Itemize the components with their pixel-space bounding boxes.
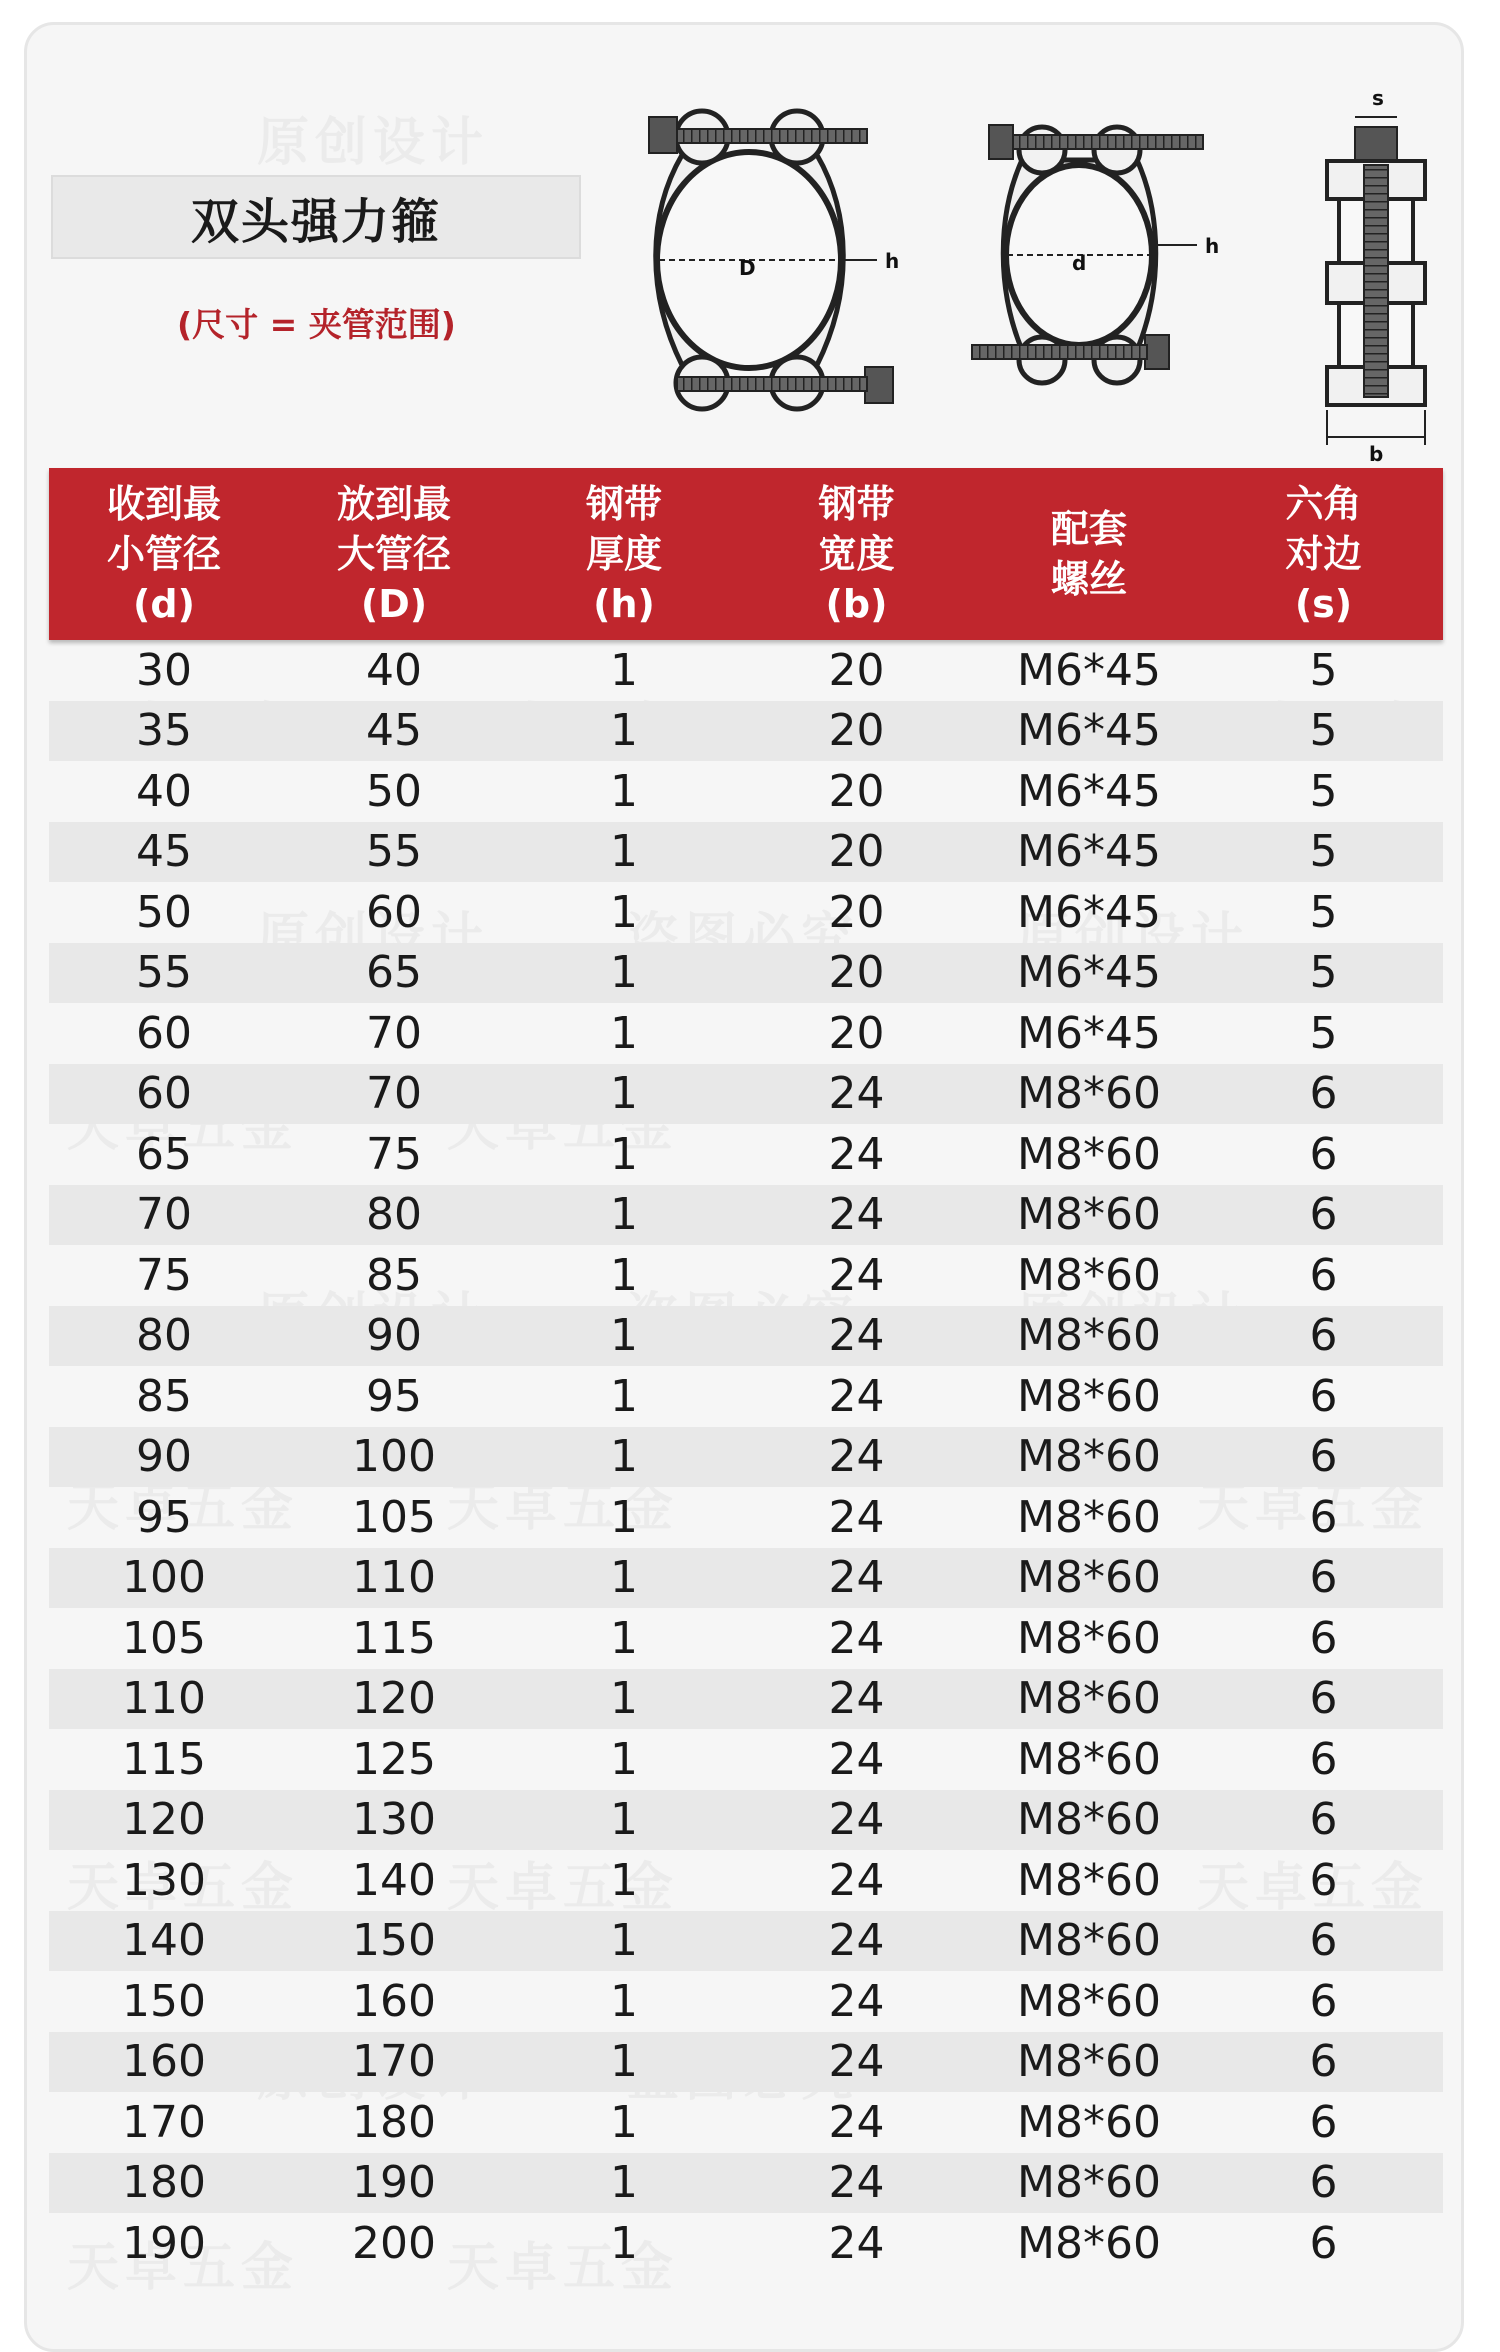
side-view-diagram — [1327, 86, 1425, 465]
cell-min-diameter: 70 — [136, 1189, 192, 1241]
cell-band-thickness: 1 — [610, 1733, 638, 1785]
cell-band-width: 20 — [828, 1007, 885, 1059]
cell-band-thickness: 1 — [610, 1915, 638, 1967]
cell-min-diameter: 50 — [136, 886, 192, 938]
table-row — [49, 1850, 1443, 1911]
cell-band-width: 24 — [828, 1794, 885, 1846]
cell-hex-size: 5 — [1309, 644, 1338, 696]
cell-band-width: 24 — [828, 1975, 885, 2027]
cell-min-diameter: 180 — [122, 2157, 206, 2209]
thickness-h-label: h — [885, 249, 900, 273]
cell-band-thickness: 1 — [610, 644, 638, 696]
cell-min-diameter: 140 — [122, 1915, 206, 1967]
cell-max-diameter: 70 — [366, 1068, 422, 1120]
cell-hex-size: 6 — [1309, 1310, 1338, 1362]
table-row — [49, 1185, 1443, 1246]
cell-band-thickness: 1 — [610, 826, 638, 878]
cell-min-diameter: 105 — [122, 1612, 206, 1664]
table-row — [49, 1548, 1443, 1609]
cell-band-thickness: 1 — [610, 1068, 638, 1120]
cell-max-diameter: 85 — [366, 1249, 422, 1301]
cell-hex-size: 6 — [1309, 1128, 1338, 1180]
cell-screw: M6*45 — [1017, 886, 1161, 938]
cell-min-diameter: 130 — [122, 1854, 206, 1906]
table-row — [49, 943, 1443, 1004]
cell-band-thickness: 1 — [610, 1673, 638, 1725]
cell-screw: M6*45 — [1017, 705, 1161, 757]
cell-min-diameter: 150 — [122, 1975, 206, 2027]
cell-max-diameter: 130 — [352, 1794, 436, 1846]
cell-band-width: 24 — [828, 1854, 885, 1906]
cell-min-diameter: 115 — [122, 1733, 206, 1785]
cell-screw: M6*45 — [1017, 765, 1161, 817]
cell-band-thickness: 1 — [610, 1794, 638, 1846]
cell-screw: M8*60 — [1017, 1249, 1161, 1301]
table-body — [49, 640, 1443, 2274]
cell-band-thickness: 1 — [610, 1007, 638, 1059]
cell-max-diameter: 100 — [352, 1431, 436, 1483]
cell-band-thickness: 1 — [610, 1310, 638, 1362]
cell-hex-size: 6 — [1309, 1854, 1338, 1906]
cell-band-width: 20 — [828, 826, 885, 878]
table-row — [49, 2092, 1443, 2153]
table-header — [49, 468, 1443, 640]
table-row — [49, 882, 1443, 943]
cell-max-diameter: 95 — [366, 1370, 422, 1422]
table-row — [49, 1790, 1443, 1851]
table-row — [49, 701, 1443, 762]
diameter-D-label: D — [739, 256, 756, 280]
spec-table — [49, 468, 1443, 2274]
cell-band-width: 24 — [828, 2217, 885, 2269]
cell-band-width: 20 — [828, 644, 885, 696]
col-header-screw: 配套 螺丝 — [1050, 507, 1127, 601]
cell-hex-size: 6 — [1309, 1249, 1338, 1301]
cell-screw: M8*60 — [1017, 1854, 1161, 1906]
cell-max-diameter: 105 — [352, 1491, 436, 1543]
cell-band-thickness: 1 — [610, 2036, 638, 2088]
cell-screw: M8*60 — [1017, 1068, 1161, 1120]
cell-min-diameter: 45 — [136, 826, 192, 878]
cell-screw: M6*45 — [1017, 1007, 1161, 1059]
watermark — [257, 100, 489, 175]
table-row — [49, 1669, 1443, 1730]
cell-band-thickness: 1 — [610, 947, 638, 999]
cell-screw: M8*60 — [1017, 2157, 1161, 2209]
cell-band-thickness: 1 — [610, 1552, 638, 1604]
table-row — [49, 1487, 1443, 1548]
cell-band-thickness: 1 — [610, 1128, 638, 1180]
cell-hex-size: 6 — [1309, 1915, 1338, 1967]
cell-band-width: 24 — [828, 1491, 885, 1543]
cell-screw: M8*60 — [1017, 1370, 1161, 1422]
cell-hex-size: 6 — [1309, 1975, 1338, 2027]
cell-max-diameter: 75 — [366, 1128, 422, 1180]
cell-band-width: 24 — [828, 1370, 885, 1422]
cell-screw: M8*60 — [1017, 1915, 1161, 1967]
cell-band-thickness: 1 — [610, 1370, 638, 1422]
cell-band-thickness: 1 — [610, 1975, 638, 2027]
cell-hex-size: 6 — [1309, 2157, 1338, 2209]
cell-max-diameter: 45 — [366, 705, 422, 757]
cell-band-width: 24 — [828, 1733, 885, 1785]
cell-band-width: 24 — [828, 1915, 885, 1967]
table-row — [49, 1911, 1443, 1972]
table-row — [49, 822, 1443, 883]
cell-band-width: 24 — [828, 1673, 885, 1725]
table-row — [49, 1064, 1443, 1125]
cell-screw: M8*60 — [1017, 1612, 1161, 1664]
table-row — [49, 1306, 1443, 1367]
cell-screw: M8*60 — [1017, 2036, 1161, 2088]
cell-screw: M8*60 — [1017, 1128, 1161, 1180]
cell-min-diameter: 55 — [136, 947, 192, 999]
cell-min-diameter: 80 — [136, 1310, 192, 1362]
cell-band-thickness: 1 — [610, 705, 638, 757]
cell-min-diameter: 85 — [136, 1370, 192, 1422]
cell-min-diameter: 60 — [136, 1068, 192, 1120]
cell-hex-size: 5 — [1309, 947, 1338, 999]
table-row — [49, 1608, 1443, 1669]
table-row — [49, 1971, 1443, 2032]
cell-max-diameter: 65 — [366, 947, 422, 999]
cell-screw: M8*60 — [1017, 2217, 1161, 2269]
cell-band-thickness: 1 — [610, 1249, 638, 1301]
cell-max-diameter: 55 — [366, 826, 422, 878]
cell-min-diameter: 160 — [122, 2036, 206, 2088]
cell-band-width: 24 — [828, 2096, 885, 2148]
table-row — [49, 761, 1443, 822]
col-header-min-diameter: 收到最 小管径 (d) — [106, 482, 221, 626]
cell-hex-size: 6 — [1309, 2217, 1338, 2269]
cell-min-diameter: 110 — [122, 1673, 206, 1725]
cell-screw: M8*60 — [1017, 1491, 1161, 1543]
cell-screw: M8*60 — [1017, 1733, 1161, 1785]
cell-band-width: 20 — [828, 765, 885, 817]
table-row — [49, 1124, 1443, 1185]
cell-hex-size: 6 — [1309, 2036, 1338, 2088]
cell-screw: M6*45 — [1017, 644, 1161, 696]
cell-hex-size: 6 — [1309, 1189, 1338, 1241]
cell-band-width: 24 — [828, 1189, 885, 1241]
cell-min-diameter: 95 — [136, 1491, 192, 1543]
cell-max-diameter: 190 — [352, 2157, 436, 2209]
product-spec-card — [24, 22, 1464, 2352]
cell-band-width: 24 — [828, 1431, 885, 1483]
table-row — [49, 2213, 1443, 2274]
table-row — [49, 640, 1443, 701]
cell-hex-size: 6 — [1309, 1068, 1338, 1120]
cell-band-width: 24 — [828, 1068, 885, 1120]
table-row — [49, 1427, 1443, 1488]
col-header-band-thickness: 钢带 厚度 (h) — [585, 482, 662, 626]
cell-band-width: 24 — [828, 1612, 885, 1664]
cell-hex-size: 6 — [1309, 1491, 1338, 1543]
cell-band-thickness: 1 — [610, 1491, 638, 1543]
cell-max-diameter: 160 — [352, 1975, 436, 2027]
cell-hex-size: 6 — [1309, 1673, 1338, 1725]
cell-max-diameter: 70 — [366, 1007, 422, 1059]
cell-band-thickness: 1 — [610, 2157, 638, 2209]
hex-s-label: s — [1372, 86, 1384, 110]
table-row — [49, 1003, 1443, 1064]
cell-screw: M8*60 — [1017, 1189, 1161, 1241]
cell-band-width: 24 — [828, 2157, 885, 2209]
cell-min-diameter: 60 — [136, 1007, 192, 1059]
cell-max-diameter: 50 — [366, 765, 422, 817]
product-subtitle: (尺寸 = 夹管范围) — [177, 305, 456, 344]
cell-hex-size: 5 — [1309, 705, 1338, 757]
cell-hex-size: 6 — [1309, 1733, 1338, 1785]
cell-band-thickness: 1 — [610, 2217, 638, 2269]
cell-hex-size: 5 — [1309, 1007, 1338, 1059]
cell-band-thickness: 1 — [610, 1612, 638, 1664]
open-clamp-diagram — [649, 111, 899, 409]
col-header-hex-size: 六角 对边 (s) — [1285, 482, 1362, 626]
cell-hex-size: 5 — [1309, 826, 1338, 878]
cell-min-diameter: 75 — [136, 1249, 192, 1301]
cell-max-diameter: 200 — [352, 2217, 436, 2269]
cell-band-thickness: 1 — [610, 1854, 638, 1906]
cell-max-diameter: 60 — [366, 886, 422, 938]
cell-band-width: 24 — [828, 1128, 885, 1180]
cell-min-diameter: 40 — [136, 765, 192, 817]
cell-hex-size: 6 — [1309, 1431, 1338, 1483]
cell-max-diameter: 120 — [352, 1673, 436, 1725]
thickness-h-label: h — [1205, 234, 1220, 258]
cell-screw: M8*60 — [1017, 1431, 1161, 1483]
cell-hex-size: 5 — [1309, 765, 1338, 817]
cell-hex-size: 6 — [1309, 1794, 1338, 1846]
cell-max-diameter: 90 — [366, 1310, 422, 1362]
cell-max-diameter: 150 — [352, 1915, 436, 1967]
cell-band-width: 20 — [828, 886, 885, 938]
table-row — [49, 1245, 1443, 1306]
cell-max-diameter: 80 — [366, 1189, 422, 1241]
cell-max-diameter: 110 — [352, 1552, 436, 1604]
cell-screw: M8*60 — [1017, 1975, 1161, 2027]
cell-max-diameter: 170 — [352, 2036, 436, 2088]
cell-hex-size: 6 — [1309, 2096, 1338, 2148]
clamp-diagrams — [627, 65, 1464, 465]
cell-min-diameter: 35 — [136, 705, 192, 757]
table-row — [49, 2032, 1443, 2093]
cell-hex-size: 5 — [1309, 886, 1338, 938]
cell-band-thickness: 1 — [610, 886, 638, 938]
cell-band-width: 24 — [828, 1249, 885, 1301]
width-b-label: b — [1369, 442, 1384, 465]
cell-band-thickness: 1 — [610, 765, 638, 817]
cell-screw: M8*60 — [1017, 1310, 1161, 1362]
col-header-band-width: 钢带 宽度 (b) — [818, 482, 895, 626]
cell-hex-size: 6 — [1309, 1612, 1338, 1664]
cell-band-width: 24 — [828, 1552, 885, 1604]
cell-min-diameter: 170 — [122, 2096, 206, 2148]
cell-min-diameter: 190 — [122, 2217, 206, 2269]
table-row — [49, 2153, 1443, 2214]
product-title: 双头强力箍 — [51, 175, 581, 259]
cell-max-diameter: 115 — [352, 1612, 436, 1664]
cell-min-diameter: 30 — [136, 644, 192, 696]
cell-max-diameter: 140 — [352, 1854, 436, 1906]
cell-screw: M6*45 — [1017, 826, 1161, 878]
table-row — [49, 1729, 1443, 1790]
cell-min-diameter: 90 — [136, 1431, 192, 1483]
cell-band-thickness: 1 — [610, 1431, 638, 1483]
cell-band-width: 20 — [828, 705, 885, 757]
cell-band-thickness: 1 — [610, 2096, 638, 2148]
cell-min-diameter: 120 — [122, 1794, 206, 1846]
diameter-d-label: d — [1072, 251, 1087, 275]
cell-max-diameter: 125 — [352, 1733, 436, 1785]
cell-band-width: 20 — [828, 947, 885, 999]
cell-band-thickness: 1 — [610, 1189, 638, 1241]
cell-screw: M8*60 — [1017, 1552, 1161, 1604]
cell-max-diameter: 180 — [352, 2096, 436, 2148]
cell-screw: M8*60 — [1017, 1794, 1161, 1846]
cell-band-width: 24 — [828, 1310, 885, 1362]
cell-max-diameter: 40 — [366, 644, 422, 696]
cell-screw: M6*45 — [1017, 947, 1161, 999]
cell-hex-size: 6 — [1309, 1370, 1338, 1422]
cell-min-diameter: 100 — [122, 1552, 206, 1604]
cell-screw: M8*60 — [1017, 1673, 1161, 1725]
closed-clamp-diagram — [972, 125, 1219, 383]
col-header-max-diameter: 放到最 大管径 (D) — [336, 482, 451, 626]
table-row — [49, 1366, 1443, 1427]
cell-band-width: 24 — [828, 2036, 885, 2088]
cell-hex-size: 6 — [1309, 1552, 1338, 1604]
cell-screw: M8*60 — [1017, 2096, 1161, 2148]
cell-min-diameter: 65 — [136, 1128, 192, 1180]
